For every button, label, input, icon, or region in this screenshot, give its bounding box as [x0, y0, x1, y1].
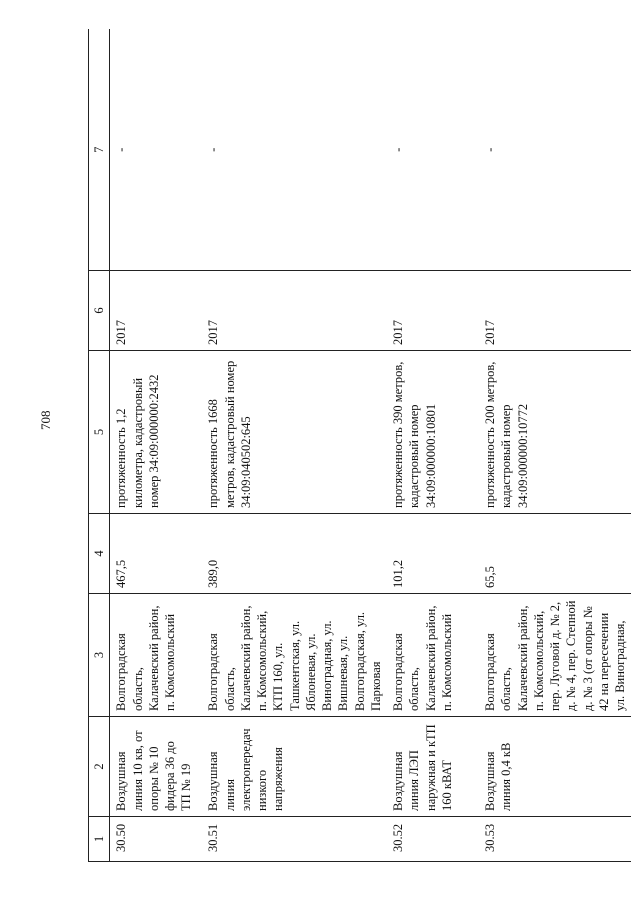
object-name: Воздушная линия ЛЭП наружная и кТП 160 кВАТ — [387, 717, 479, 817]
row-number: 30.51 — [202, 817, 387, 862]
object-description: протяженность 200 метров, кадастровый номер 34:09:000000:10772 — [479, 351, 631, 514]
row-number: 30.52 — [387, 817, 479, 862]
object-note: - — [479, 30, 631, 271]
table-row — [387, 30, 479, 862]
column-header-4: 4 — [89, 514, 110, 594]
table-row — [479, 30, 631, 862]
column-header-3: 3 — [89, 594, 110, 717]
table-row — [110, 30, 203, 862]
column-header-5: 5 — [89, 351, 110, 514]
table-row — [202, 30, 387, 862]
row-number: 30.53 — [479, 817, 631, 862]
object-value: 389,0 — [202, 514, 387, 594]
rotated-table-sheet — [88, 30, 627, 862]
object-value: 101,2 — [387, 514, 479, 594]
page-number: 708 — [38, 410, 53, 430]
object-year: 2017 — [110, 271, 203, 351]
column-header-7: 7 — [89, 30, 110, 271]
object-address: Волгоградская область, Калачевский район, п. Комсомольский, КТП 160, ул. Ташкентская, ул. Яблоневая, ул. Виноградная, ул. Вишневая, ул. Волгоградская, ул. Парковая — [202, 594, 387, 717]
object-name: Воздушная линия 10 кв, от опоры № 10 фидера 36 до ТП № 19 — [110, 717, 203, 817]
object-name: Воздушная линия электропередач низкого напряжения — [202, 717, 387, 817]
object-note: - — [110, 30, 203, 271]
column-header-2: 2 — [89, 717, 110, 817]
object-address: Волгоградская область, Калачевский район, п. Комсомольский — [110, 594, 203, 717]
object-name: Воздушная линия 0,4 кВ — [479, 717, 631, 817]
object-description: протяженность 1,2 километра, кадастровый номер 34:09:000000:2432 — [110, 351, 203, 514]
object-value: 467,5 — [110, 514, 203, 594]
object-year: 2017 — [479, 271, 631, 351]
object-year: 2017 — [387, 271, 479, 351]
object-description: протяженность 1668 метров, кадастровый номер 34:09:040502:645 — [202, 351, 387, 514]
column-header-1: 1 — [89, 817, 110, 862]
property-register-table — [88, 30, 631, 863]
object-value: 65,5 — [479, 514, 631, 594]
object-description: протяженность 390 метров, кадастровый номер 34:09:000000:10801 — [387, 351, 479, 514]
object-year: 2017 — [202, 271, 387, 351]
object-note: - — [202, 30, 387, 271]
object-note: - — [387, 30, 479, 271]
row-number: 30.50 — [110, 817, 203, 862]
column-number-header-row — [89, 30, 110, 862]
object-address: Волгоградская область, Калачевский район, п. Комсомольский — [387, 594, 479, 717]
object-address: Волгоградская область, Калачевский район, п. Комсомольский, пер. Луговой д. № 2, д. № 4, пер. Степной д. № 3 (от опоры № 42 на пересечении ул. Виноградная, — [479, 594, 631, 717]
column-header-6: 6 — [89, 271, 110, 351]
